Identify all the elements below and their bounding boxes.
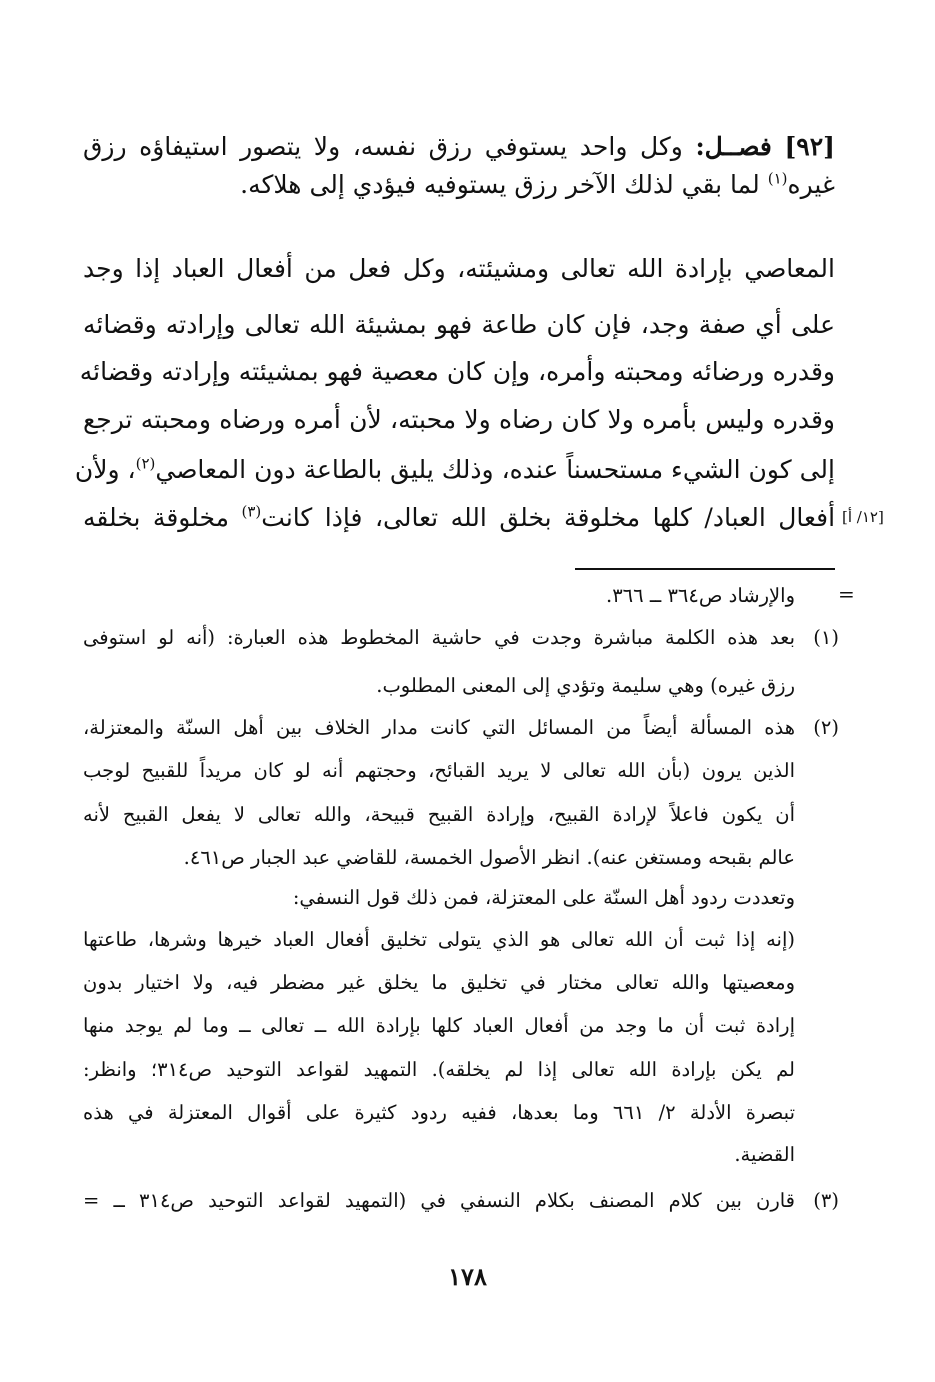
footnote-1-line-1: بعد هذه الكلمة مباشرة وجدت في حاشية المخطوط هذه العبارة: (أنه لو استوفى bbox=[83, 626, 795, 649]
paragraph-line-5 bbox=[74, 448, 835, 492]
section-line-2 bbox=[83, 163, 835, 207]
section-number: [٩٢] bbox=[784, 132, 835, 161]
paragraph-line-2: على أي صفة وجد، فإن كان طاعة فهو بمشيئة الله تعالى وإرادته وقضائه bbox=[83, 310, 835, 339]
footnote-3-line-1: قارن بين كلام المصنف بكلام النسفي في (التمهيد لقواعد التوحيد ص٣١٤ ــ = bbox=[83, 1189, 795, 1212]
footnote-ref-2: (٢) bbox=[135, 454, 156, 473]
footnote-ref-3: (٣) bbox=[241, 502, 262, 521]
footnote-2-line-8: إرادة ثبت أن ما وجد من أفعال العباد كلها بإرادة الله ــ تعالى ــ وما لم يوجد منها bbox=[83, 1014, 795, 1037]
footnote-2-line-2: الذين يرون (بأن الله تعالى لا يريد القبائح، وحجتهم أنه لو كان مريداً للقبيح لوجب bbox=[83, 759, 795, 782]
section-text-2a: غيره bbox=[787, 170, 835, 199]
section-text-1: وكل واحد يستوفي رزق نفسه، ولا يتصور استيفاؤه رزق bbox=[83, 132, 683, 161]
paragraph-line-1: المعاصي بإرادة الله تعالى ومشيئته، وكل فعل من أفعال العباد إذا وجد bbox=[83, 254, 835, 283]
footnote-3-number: (٣) bbox=[813, 1189, 839, 1212]
paragraph-text-5b: ، ولأن bbox=[74, 455, 136, 484]
footnote-separator bbox=[575, 568, 835, 570]
manuscript-margin-ref: [١٢/ أ] bbox=[842, 508, 884, 526]
footnote-2-line-1: هذه المسألة أيضاً من المسائل التي كانت مدار الخلاف بين أهل السنّة والمعتزلة، bbox=[83, 716, 795, 739]
footnote-1-line-2: رزق غيره) وهي سليمة وتؤدي إلى المعنى المطلوب. bbox=[376, 674, 795, 697]
footnote-2-line-9: لم يكن بإرادة الله تعالى إذا لم يخلقه). التمهيد لقواعد التوحيد ص٣١٤؛ وانظر: bbox=[83, 1058, 795, 1081]
paragraph-text-6b: مخلوقة بخلقه bbox=[83, 503, 242, 532]
footnote-2-line-5: وتعددت ردود أهل السنّة على المعتزلة، فمن ذلك قول النسفي: bbox=[292, 886, 795, 909]
footnote-2-number: (٢) bbox=[813, 716, 839, 739]
paragraph-line-4: وقدره وليس بأمره ولا كان رضاه ولا محبته، لأن أمره ورضاه ومحبته ترجع bbox=[83, 405, 835, 434]
footnote-2-line-3: أن يكون فاعلاً لإرادة القبيح، وإرادة القبيح قبيحة، والله تعالى لا يفعل القبيح لأنه bbox=[83, 803, 795, 826]
footnote-2-line-10: تبصرة الأدلة ٢/ ٦٦١ وما بعدها، ففيه ردود كثيرة على أقوال المعتزلة في هذه bbox=[83, 1101, 795, 1124]
footnote-continuation: والإرشاد ص٣٦٤ ــ ٣٦٦. bbox=[606, 584, 795, 607]
footnote-ref-1: (١) bbox=[767, 169, 788, 188]
paragraph-line-6 bbox=[83, 496, 835, 540]
section-text-2b: لما بقي لذلك الآخر رزق يستوفيه فيؤدي إلى هلاكه. bbox=[240, 170, 768, 199]
page-number: ١٧٨ bbox=[448, 1262, 487, 1291]
footnote-2-line-7: ومعصيتها والله تعالى مختار في تخليق ما يخلق غير مضطر فيه، ولا اختيار بدون bbox=[83, 971, 795, 994]
paragraph-text-5a: إلى كون الشيء مستحسناً عنده، وذلك يليق بالطاعة دون المعاصي bbox=[155, 455, 835, 484]
section-label: فصــل: bbox=[695, 132, 772, 161]
continuation-marker: = bbox=[838, 582, 855, 606]
paragraph-line-3: وقدره ورضائه ومحبته وأمره، وإن كان معصية فهو بمشيئته وإرادته وقضائه bbox=[79, 357, 835, 386]
footnote-2-line-6: (إنه إذا ثبت أن الله تعالى هو الذي يتولى تخليق أفعال العباد خيرها وشرها، طاعتها bbox=[83, 928, 795, 951]
footnote-1-number: (١) bbox=[813, 626, 839, 649]
footnote-2-line-11: القضية. bbox=[734, 1143, 795, 1166]
footnote-2-line-4: عالم بقبحه ومستغن عنه). انظر الأصول الخمسة، للقاضي عبد الجبار ص٤٦١. bbox=[183, 846, 795, 869]
paragraph-text-6a: أفعال العباد/ كلها مخلوقة بخلق الله تعالى، فإذا كانت bbox=[261, 503, 836, 532]
